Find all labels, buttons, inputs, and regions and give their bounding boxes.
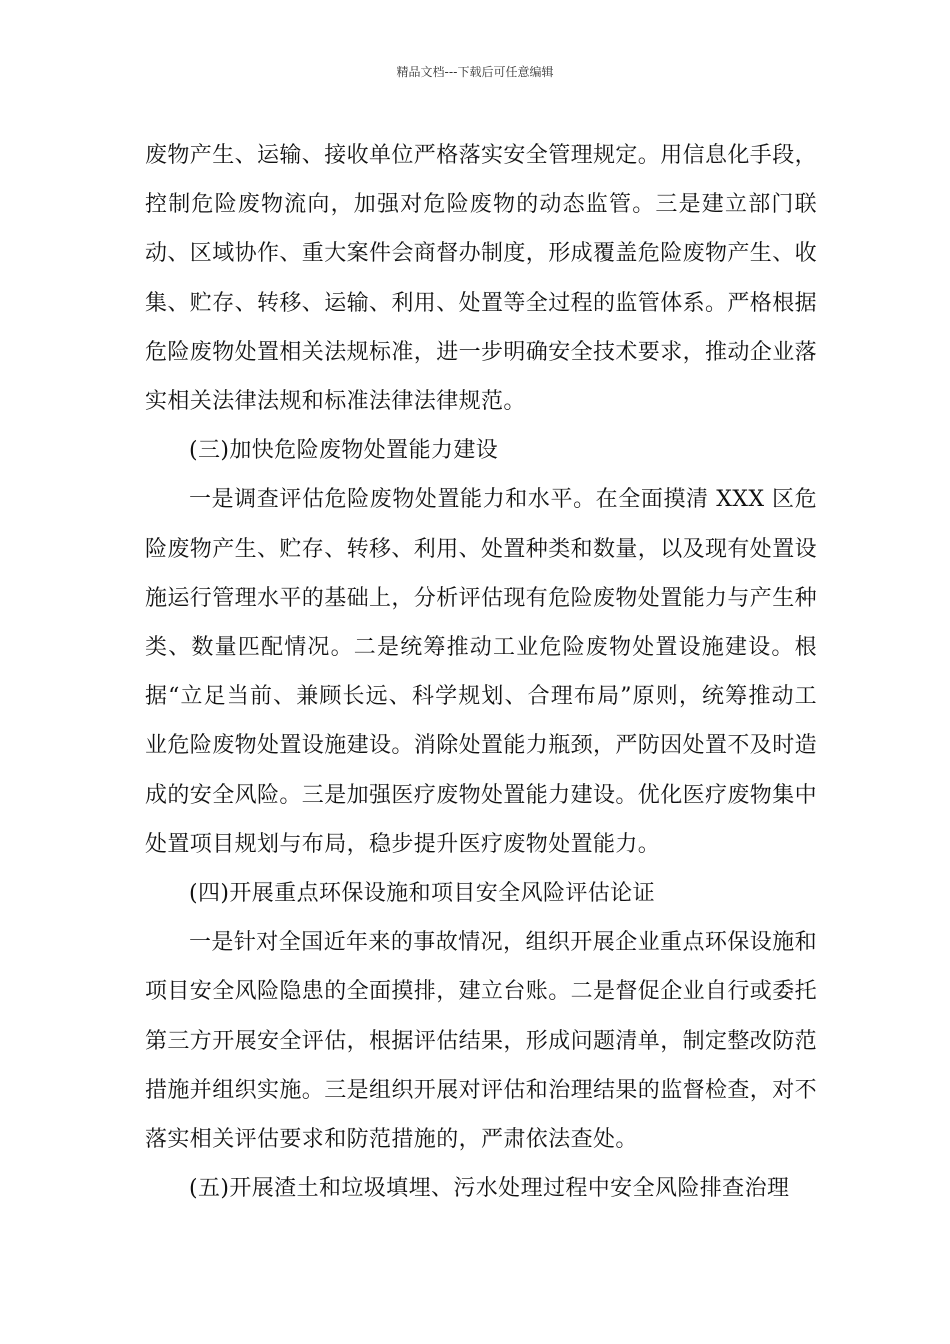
page-header: 精品文档---下载后可任意编辑	[396, 65, 554, 79]
section-heading: (五)开展渣土和垃圾填埋、污水处理过程中安全风险排查治理	[189, 1176, 790, 1202]
body-paragraph: 废物产生、运输、接收单位严格落实安全管理规定。用信息化手段，控制危险废物流向，加强对危险废物的动态监管。三是建立部门联动、区域协作、重大案件会商督办制度，形成覆盖危险废物产生、收集、贮存、转移、运输、利用、处置等全过程的监管体系。严格根据危险废物处置相关法规标准，进一步明确安全技术要求，推动企业落实相关法律法规和标准法律法律规范。	[145, 143, 818, 415]
body-paragraph: 一是针对全国近年来的事故情况，组织开展企业重点环保设施和项目安全风险隐患的全面摸排，建立台账。二是督促企业自行或委托第三方开展安全评估，根据评估结果，形成问题清单，制定整改防范措施并组织实施。三是组织开展对评估和治理结果的监督检查，对不落实相关评估要求和防范措施的，严肃依法查处。	[145, 930, 818, 1153]
section-heading: (三)加快危险废物处置能力建设	[189, 438, 499, 464]
section-heading: (四)开展重点环保设施和项目安全风险评估论证	[189, 881, 655, 907]
document-body	[145, 131, 817, 1213]
body-paragraph: 一是调查评估危险废物处置能力和水平。在全面摸清 XXX 区危险废物产生、贮存、转移、利用、处置种类和数量，以及现有处置设施运行管理水平的基础上，分析评估现有危险废物处置能力与产生种类、数量匹配情况。二是统筹推动工业危险废物处置设施建设。根据“立足当前、兼顾长远、科学规划、合理布局”原则，统筹推动工业危险废物处置设施建设。消除处置能力瓶颈，严防因处置不及时造成的安全风险。三是加强医疗废物处置能力建设。优化医疗废物集中处置项目规划与布局，稳步提升医疗废物处置能力。	[145, 487, 818, 857]
